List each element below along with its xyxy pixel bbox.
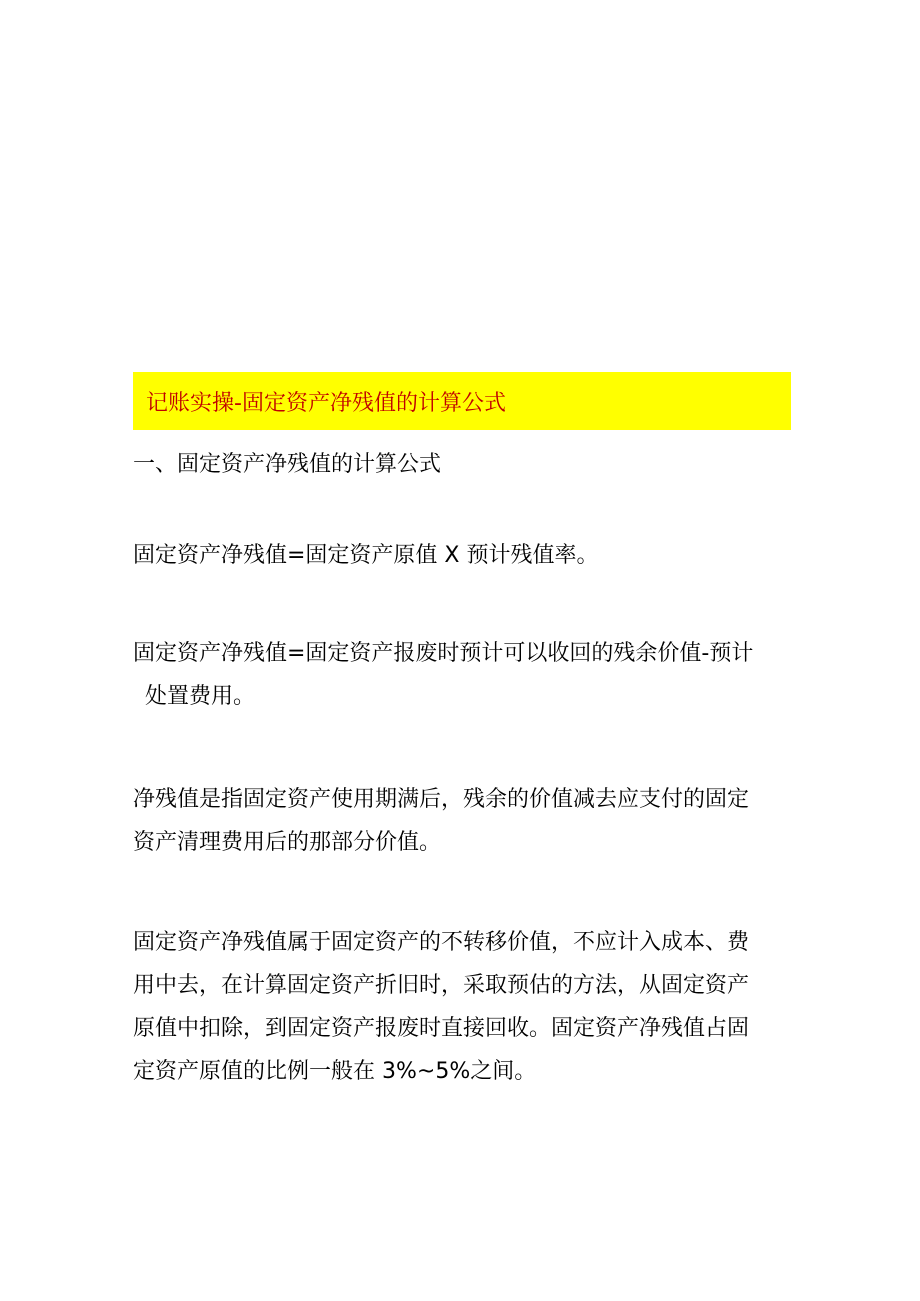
paragraph-line: 处置费用。 xyxy=(145,684,256,709)
paragraph-line: 资产清理费用后的那部分价值。 xyxy=(133,830,442,855)
paragraph-line: 固定资产净残值=固定资产报废时预计可以收回的残余价值-预计 xyxy=(133,641,754,666)
paragraph-line: 固定资产净残值=固定资产原值 X 预计残值率。 xyxy=(133,543,599,568)
document-title: 记账实操-固定资产净残值的计算公式 xyxy=(146,390,506,416)
paragraph-line: 定资产原值的比例一般在 3%~5%之间。 xyxy=(133,1059,537,1084)
paragraph-formula-2 xyxy=(133,632,793,718)
paragraph-line: 原值中扣除，到固定资产报废时直接回收。固定资产净残值占固 xyxy=(133,1016,750,1041)
paragraph-definition xyxy=(133,778,793,864)
paragraph-formula-1 xyxy=(133,534,793,577)
paragraph-line: 净残值是指固定资产使用期满后，残余的价值减去应支付的固定 xyxy=(133,787,750,812)
paragraph-explanation xyxy=(133,921,793,1093)
paragraph-line: 用中去，在计算固定资产折旧时，采取预估的方法，从固定资产 xyxy=(133,973,750,998)
title-banner xyxy=(133,372,791,430)
section-heading: 一、固定资产净残值的计算公式 xyxy=(133,452,442,477)
paragraph-line: 固定资产净残值属于固定资产的不转移价值，不应计入成本、费 xyxy=(133,930,750,955)
